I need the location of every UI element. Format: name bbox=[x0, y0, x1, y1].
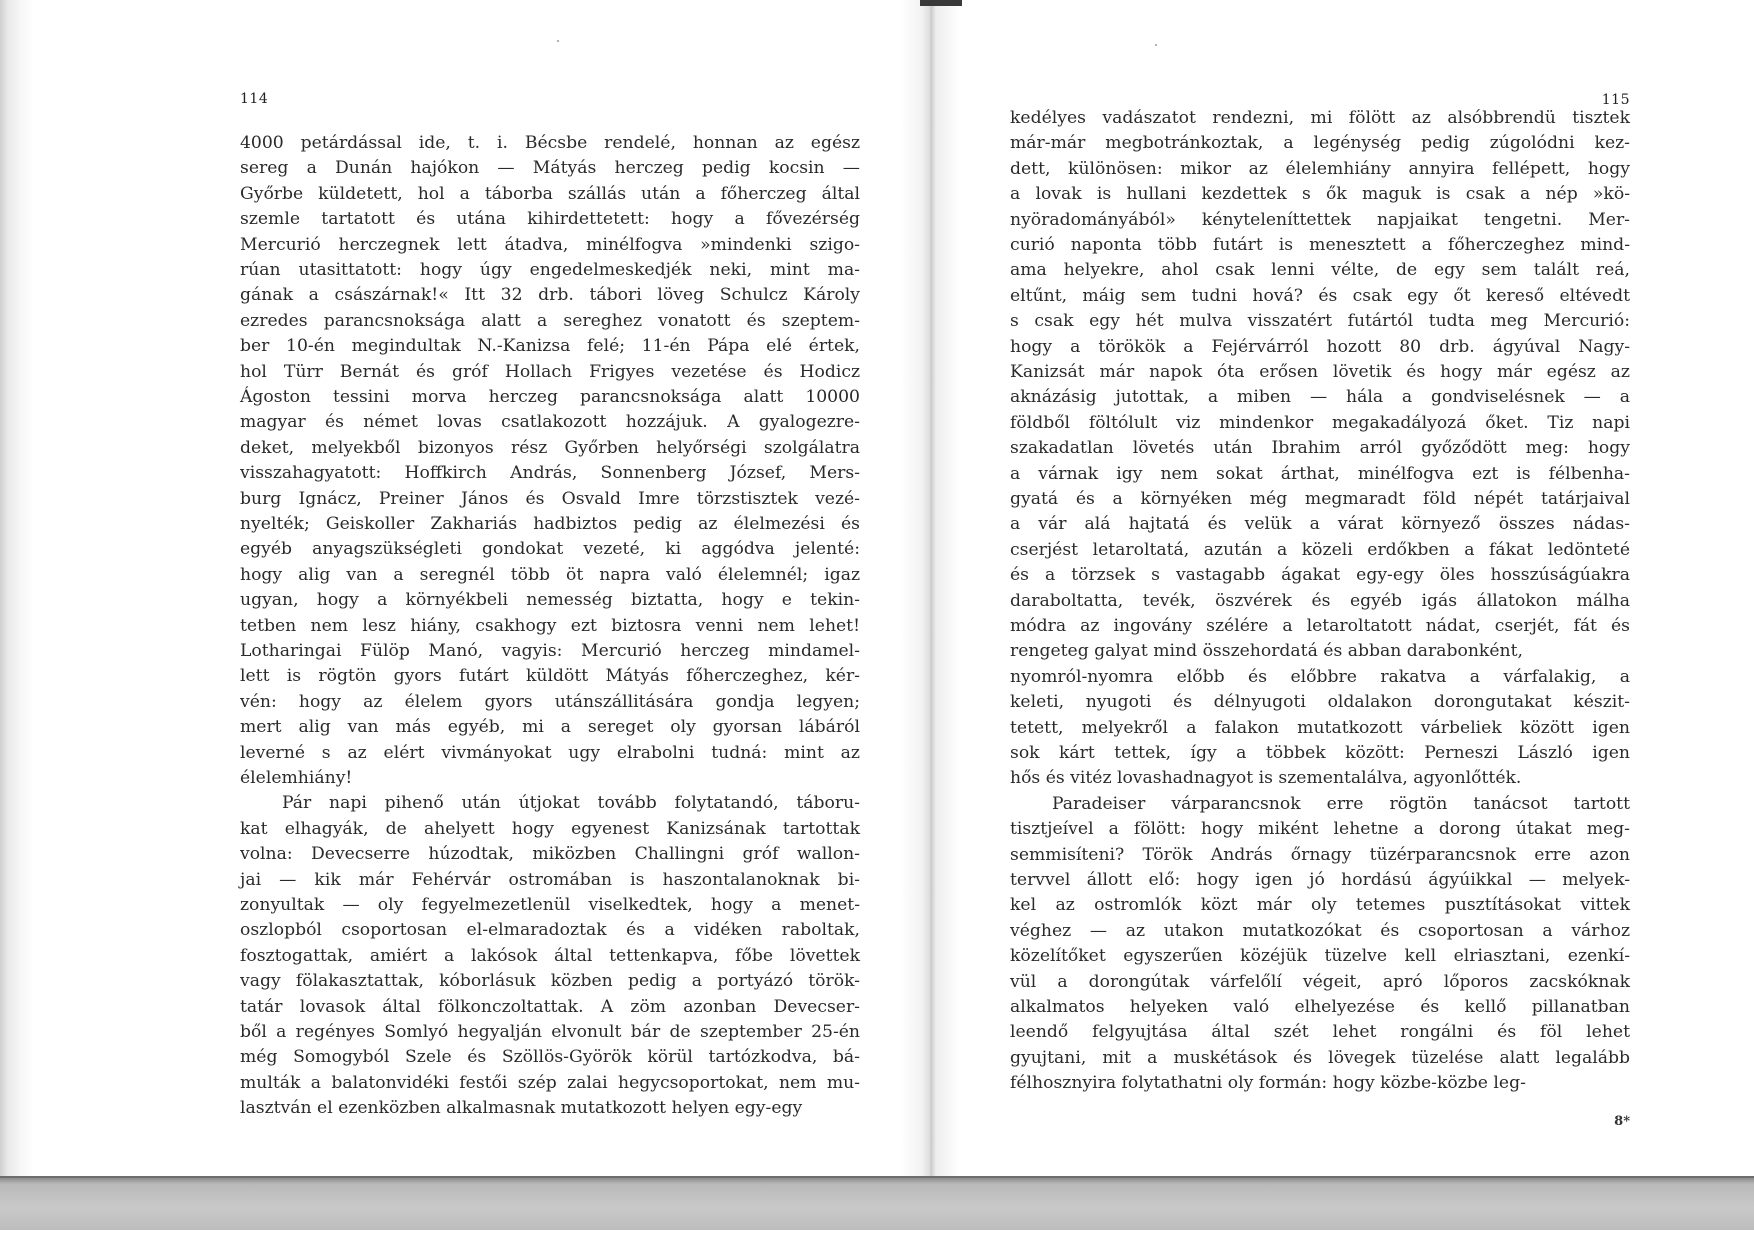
text-line: már-már megbotránkoztak, a legénység pedig zúgolódni kez- bbox=[1010, 133, 1630, 154]
scan-speck bbox=[1155, 44, 1157, 46]
text-line: eltűnt, máig sem tudni hová? és csak egy őt kereső eltévedt bbox=[1010, 285, 1630, 306]
text-line: tisztjeível a fölött: hogy miként lehetne a dorong útakat meg- bbox=[1010, 819, 1630, 840]
text-line: félhosznyira folytathatni oly formán: hogy közbe-közbe leg- bbox=[1010, 1073, 1526, 1094]
binding-mark bbox=[920, 0, 962, 6]
text-line: aknázásig jutottak, a miben — hála a gondviselésnek — a bbox=[1010, 387, 1630, 408]
text-line: volna: Devecserre húzodtak, miközben Challingni gróf wallon- bbox=[240, 844, 860, 865]
text-line: lasztván el ezenközben alkalmasnak mutatkozott helyen egy-egy bbox=[240, 1098, 803, 1119]
text-line: gyujtani, mit a muskétások és lövegek tüzelése alatt legalább bbox=[1010, 1047, 1630, 1068]
text-line: curió naponta több futárt is menesztett a főherczeghez mind- bbox=[1010, 235, 1630, 255]
text-line: sok kárt tettek, így a többek között: Perneszi László igen bbox=[1010, 743, 1630, 763]
text-line: multák a balatonvidéki festői szép zalai hegycsoportokat, nem mu- bbox=[240, 1072, 860, 1093]
text-line: vül a dorongútak várfelőlí végeit, apró lőporos zacskóknak bbox=[1010, 971, 1630, 992]
text-line: rengeteg galyat mind összehordatá és abban darabonként, bbox=[1010, 641, 1523, 662]
text-line: s csak egy hét mulva visszatért futártól tudta meg Mercurió: bbox=[1010, 311, 1630, 332]
text-line: módra az ingovány szélére a letaroltatott nádat, cserjét, fát és bbox=[1010, 616, 1630, 636]
text-line: cserjést letaroltatá, azután a közeli erdőkben a fákat ledönteté bbox=[1010, 539, 1630, 560]
text-line: a lovak is hullani kezdettek s ők maguk is csak a nép »kö- bbox=[1010, 184, 1630, 205]
text-line: jai — kik már Fehérvár ostromában is haszontalanoknak bi- bbox=[240, 869, 860, 890]
scan-speck bbox=[557, 40, 559, 42]
text-line: leendő felgyujtása által szét lehet rongálni és föl lehet bbox=[1010, 1022, 1630, 1043]
text-line: keleti, nyugoti és délnyugoti oldalakon dorongutakat készit- bbox=[1010, 692, 1630, 713]
text-line: ből a regényes Somlyó hegyalján elvonult bár de szeptember 25-én bbox=[240, 1022, 860, 1042]
text-line: kat elhagyák, de ahelyett hogy egyenest Kanizsának tartottak bbox=[240, 818, 860, 839]
text-line: dett, különösen: mikor az élelemhiány annyira fellépett, hogy bbox=[1010, 158, 1630, 179]
text-line: fosztogattak, amiért a lakósok által tettenkapva, főbe lövettek bbox=[240, 945, 860, 966]
text-line: szemle tartatott és utána kihirdettetett: hogy a fővezérség bbox=[240, 209, 860, 230]
text-line: ber 10-én megindultak N.-Kanizsa felé; 11-én Pápa elé értek, bbox=[240, 336, 860, 357]
text-line: nyelték; Geiskoller Zakhariás hadbiztos pedig az élelmezési és bbox=[240, 514, 860, 534]
text-line: még Somogyból Szele és Szöllös-Györök körül tartózkodva, bá- bbox=[240, 1047, 860, 1068]
text-line: oszlopból csoportosan el-elmaradoztak és a vidéken raboltak, bbox=[240, 920, 860, 941]
text-line: élelemhiány! bbox=[240, 768, 353, 788]
text-line: hogy alig van a seregnél több öt napra való élelemnél; igaz bbox=[240, 564, 860, 585]
signature-mark: 8* bbox=[1614, 1114, 1630, 1129]
text-line: ama helyekre, ahol csak lenni vélte, de egy sem talált reá, bbox=[1010, 260, 1630, 281]
text-line: zonyultak — oly fegyelmezetlenül viselkedtek, hogy a menet- bbox=[240, 895, 860, 915]
text-line: ugyan, hogy a környékbeli nemesség biztatta, hogy e tekin- bbox=[240, 590, 860, 611]
text-line: daraboltatta, tevék, öszvérek és egyéb igás állatokon málha bbox=[1010, 590, 1630, 611]
text-line: földből föltólult viz mindenkor megakadályozá őket. Tiz napi bbox=[1010, 412, 1630, 433]
text-line: alkalmatos helyeken való elhelyezése és kellő pillanatban bbox=[1010, 997, 1630, 1017]
text-line: hős és vitéz lovashadnagyot is szementalálva, agyonlőtték. bbox=[1010, 768, 1522, 789]
text-line: semmisíteni? Török András őrnagy tüzérparancsnok erre azon bbox=[1010, 844, 1630, 865]
text-line: a várnak igy nem sokat árthat, minélfogva ezt is félbenha- bbox=[1010, 463, 1630, 484]
text-line: mert alig van más egyéb, mi a sereget oly gyorsan lábáról bbox=[240, 717, 860, 738]
text-line: Győrbe küldetett, hol a táborba szállás után a főherczeg által bbox=[240, 183, 860, 204]
text-line: szakadatlan lövetés után Ibrahim arról győződött meg: hogy bbox=[1010, 438, 1630, 459]
text-line: Pár napi pihenő után útjokat tovább folytatandó, táboru- bbox=[282, 793, 860, 814]
text-line: ezredes parancsnoksága alatt a sereghez vonatott és szeptem- bbox=[240, 310, 860, 331]
text-line: a vár alá hajtatá és velük a várat környező összes nádas- bbox=[1010, 514, 1630, 535]
text-line: hogy a törökök a Fejérvárról hozott 80 drb. ágyúval Nagy- bbox=[1010, 336, 1630, 357]
text-line: és a törzsek s vastagabb ágakat egy-egy öles hosszúságúakra bbox=[1010, 565, 1630, 586]
scan-bottom-shadow bbox=[0, 1178, 1754, 1230]
text-line: tatár lovasok által fölkonczoltattak. A zöm azonban Devecser- bbox=[240, 996, 860, 1017]
text-line: rúan utasittatott: hogy úgy engedelmeskedjék neki, mint ma- bbox=[240, 260, 860, 280]
page-number: 114 bbox=[240, 91, 269, 107]
text-line: közelítőket egyszerűen közéjük tüzelve kell elriasztani, ezenkí- bbox=[1010, 946, 1630, 967]
text-line: véghez — az utakon mutatkozókat és csoportosan a várhoz bbox=[1010, 920, 1630, 941]
text-line: leverné s az elért vivmányokat ugy elrabolni tudná: mint az bbox=[240, 742, 860, 763]
text-line: kel az ostromlók közt már oly tetemes pusztításokat vittek bbox=[1010, 895, 1630, 916]
text-line: lett is rögtön gyors futárt küldött Mátyás főherczeghez, kér- bbox=[240, 666, 860, 687]
text-line: vagy fölakasztattak, kóborlásuk közben pedig a portyázó török- bbox=[240, 971, 860, 992]
text-line: visszahagyatott: Hoffkirch András, Sonnenberg József, Mers- bbox=[240, 463, 860, 484]
text-line: Kanizsát már napok óta erősen lövetik és hogy már egész az bbox=[1010, 362, 1630, 382]
text-line: nyomról-nyomra előbb és előbbre rakatva a várfalakig, a bbox=[1010, 666, 1630, 687]
text-line: 4000 petárdással ide, t. i. Bécsbe rendelé, honnan az egész bbox=[240, 133, 860, 153]
text-line: egyéb anyagszükségleti gondokat vezeté, ki aggódva jelenté: bbox=[240, 539, 860, 560]
book-gutter bbox=[900, 0, 960, 1190]
text-line: Lotharingai Fülöp Manó, vagyis: Mercurió herczeg mindamel- bbox=[240, 641, 860, 661]
text-line: hol Türr Bernát és gróf Hollach Frigyes vezetése és Hodicz bbox=[240, 361, 860, 382]
text-line: tetett, melyekről a falakon mutatkozott várbeliek között igen bbox=[1010, 717, 1630, 738]
text-line: deket, melyekből bizonyos rész Győrben helyőrségi szolgálatra bbox=[240, 437, 860, 458]
text-line: gának a császárnak!« Itt 32 drb. tábori löveg Schulcz Károly bbox=[240, 285, 860, 306]
text-line: Mercurió herczegnek lett átadva, minélfogva »mindenki szigo- bbox=[240, 234, 860, 255]
text-line: tervvel állott elő: hogy igen jó hordású ágyúikkal — melyek- bbox=[1010, 870, 1630, 890]
text-line: magyar és német lovas csatlakozott hozzájuk. A gyalogezre- bbox=[240, 412, 860, 433]
text-line: kedélyes vadászatot rendezni, mi fölött az alsóbbrendü tisztek bbox=[1010, 108, 1630, 128]
text-line: Ágoston tessini morva herczeg parancsnoksága alatt 10000 bbox=[240, 387, 860, 407]
text-line: Paradeiser várparancsnok erre rögtön tanácsot tartott bbox=[1052, 793, 1630, 814]
text-line: vén: hogy az élelem gyors utánszállitására gondja legyen; bbox=[240, 691, 860, 712]
page-number: 115 bbox=[1601, 92, 1630, 108]
text-line: nyöradományából» kényteleníttettek napjaikat tengetni. Mer- bbox=[1010, 209, 1630, 230]
page-edge-shadow bbox=[0, 0, 34, 1180]
text-line: burg Ignácz, Preiner János és Osvald Imre törzstisztek vezé- bbox=[240, 488, 860, 509]
text-line: gyatá és a környéken még megmaradt föld népét tatárjaival bbox=[1010, 489, 1630, 509]
text-line: tetben nem lesz hiány, csakhogy ezt biztosra venni nem lehet! bbox=[240, 615, 860, 636]
text-line: sereg a Dunán hajókon — Mátyás herczeg pedig kocsin — bbox=[240, 158, 860, 179]
